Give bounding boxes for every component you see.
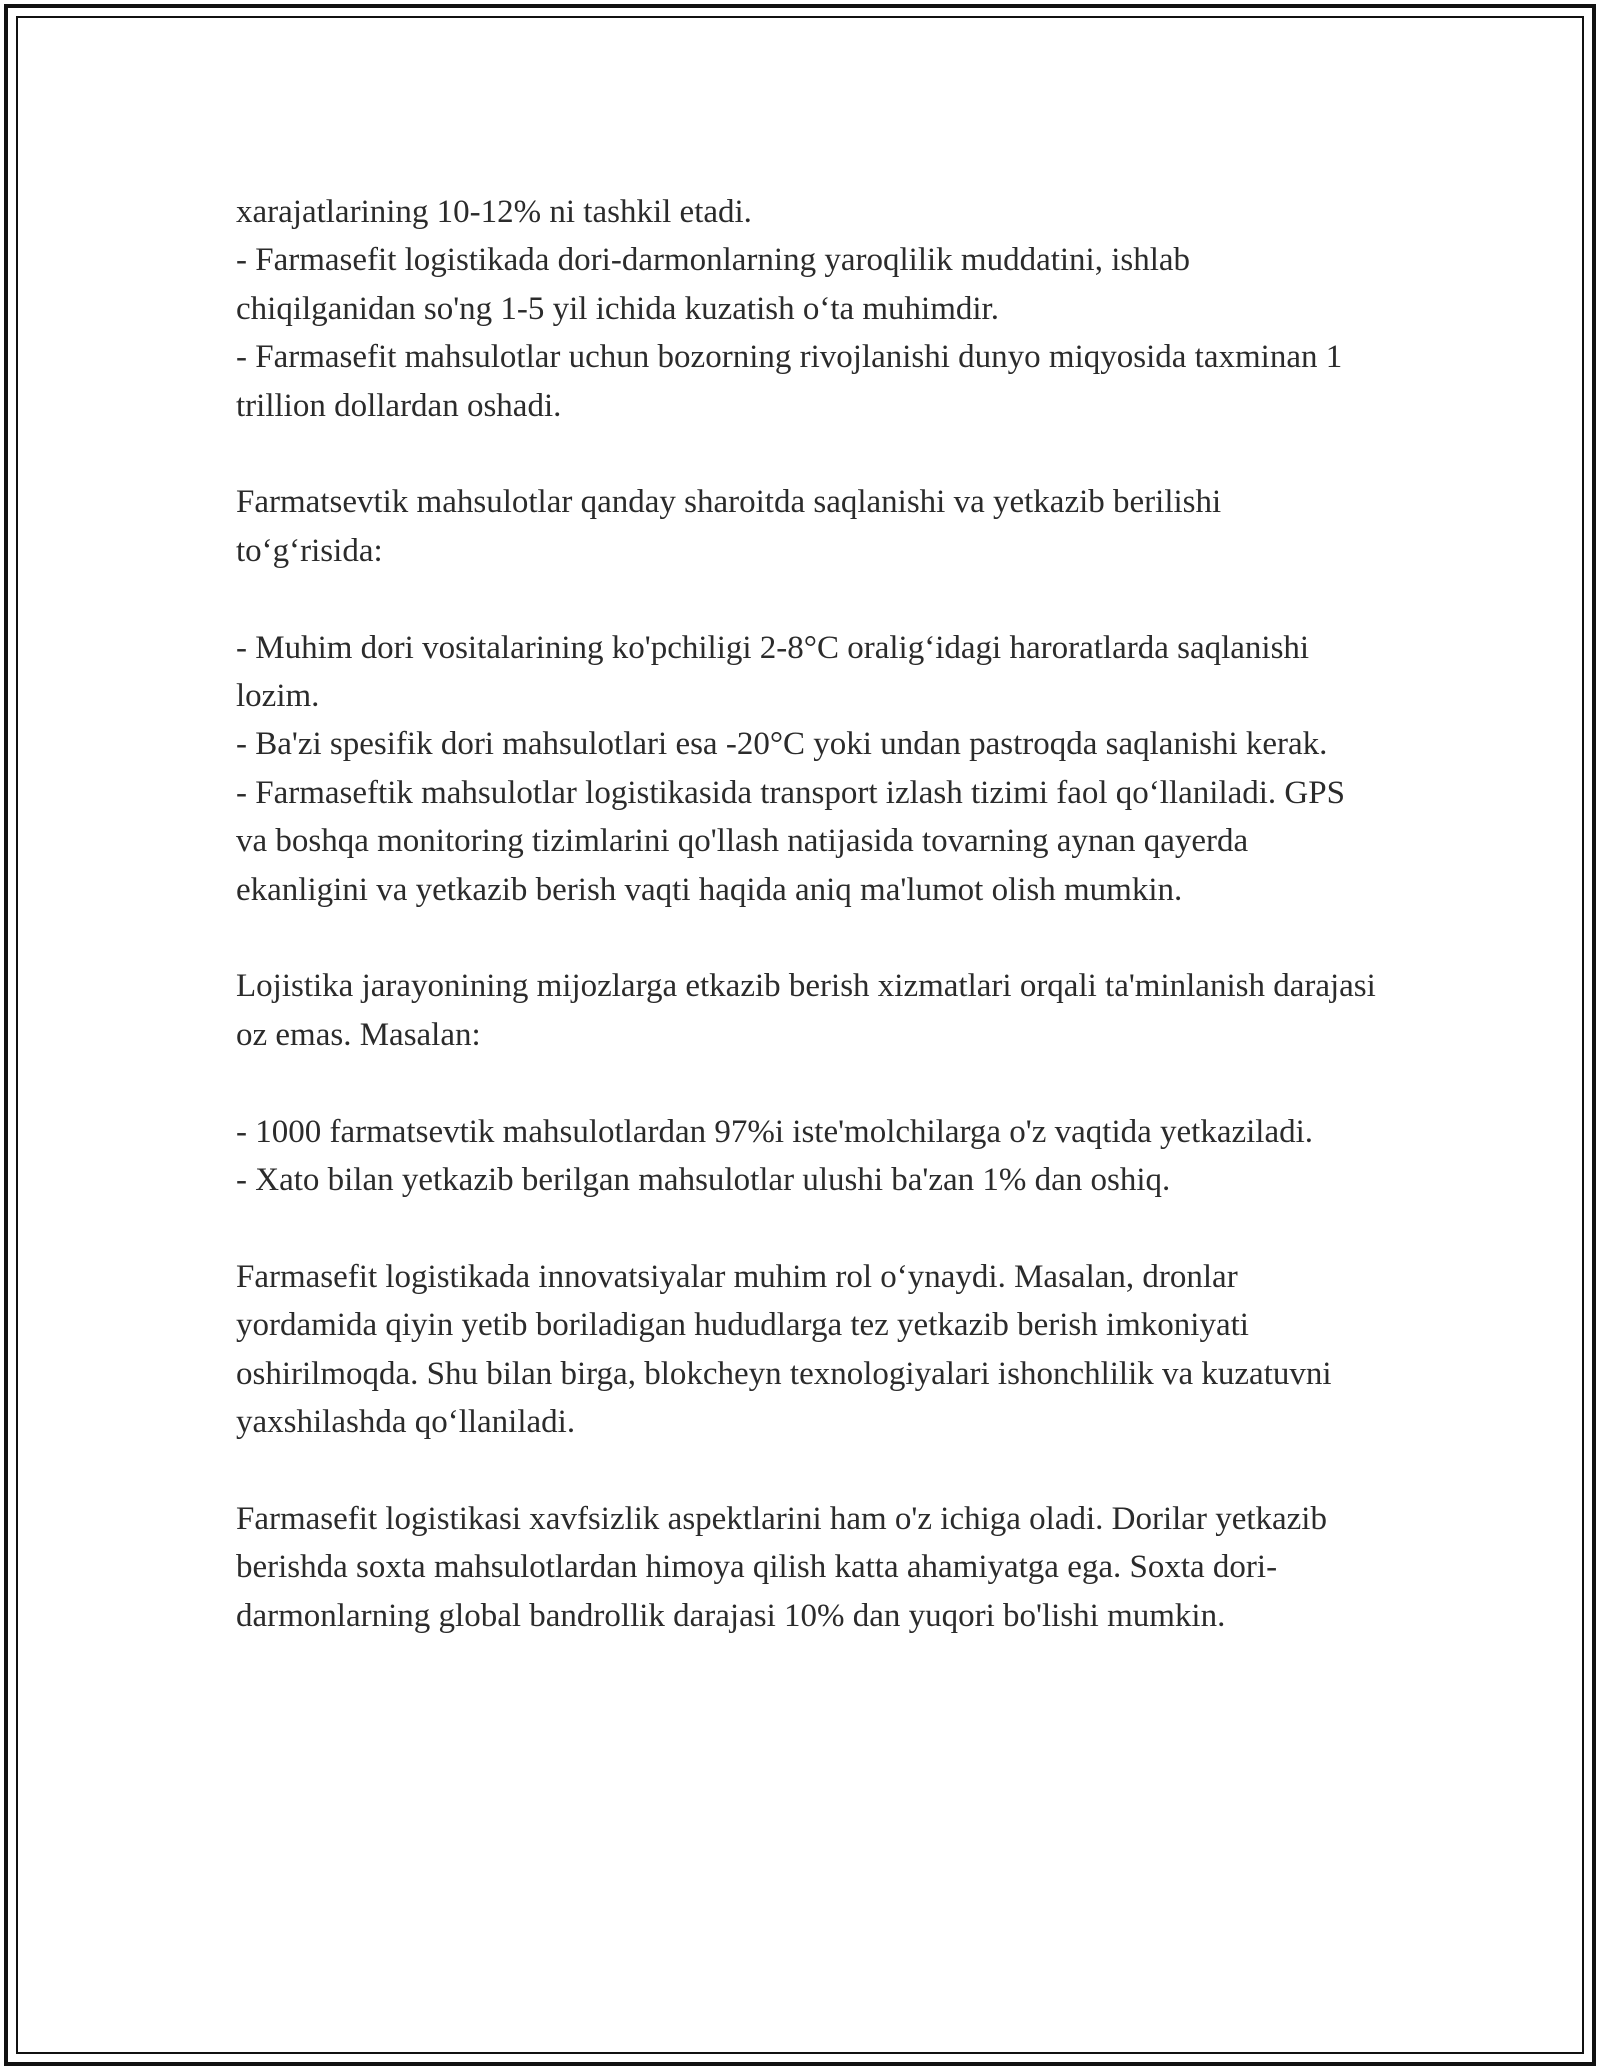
paragraph-block bbox=[236, 478, 1376, 575]
text-line: xarajatlarining 10-12% ni tashkil etadi. bbox=[236, 194, 752, 230]
paragraph-block bbox=[236, 1495, 1376, 1640]
text-line: Lojistika jarayonining mijozlarga etkazib berish xizmatlari orqali ta'minlanish darajasi oz emas. Masalan: bbox=[236, 968, 1376, 1053]
text-line: Farmasefit logistikada innovatsiyalar muhim rol o‘ynaydi. Masalan, dronlar yordamida qiyin yetib boriladigan hududlarga tez yetkazib berish imkoniyati oshirilmoqda. Shu bilan birga, blokcheyn texnologiyalari ishonchlilik va kuzatuvni yaxshilashda qo‘llaniladi. bbox=[236, 1258, 1332, 1441]
bullet-line: - Farmasefit mahsulotlar uchun bozorning rivojlanishi dunyo miqyosida taxminan 1 trillion dollardan oshadi. bbox=[236, 339, 1343, 424]
bullet-line: - Muhim dori vositalarining ko'pchiligi 2-8°C oralig‘idagi haroratlarda saqlanishi lozim. bbox=[236, 629, 1310, 715]
paragraph-block bbox=[236, 962, 1376, 1059]
text-line: Farmasefit logistikasi xavfsizlik aspektlarini ham o'z ichiga oladi. Dorilar yetkazib berishda soxta mahsulotlardan himoya qilish katta ahamiyatga ega. Soxta dori-darmonlarning global bandrollik darajasi 10% dan yuqori bo'lishi mumkin. bbox=[236, 1500, 1327, 1634]
bullet-line: - 1000 farmatsevtik mahsulotlardan 97%i iste'molchilarga o'z vaqtida yetkaziladi. bbox=[236, 1113, 1314, 1150]
paragraph-block bbox=[236, 1253, 1376, 1447]
paragraph-block bbox=[236, 1108, 1376, 1205]
bullet-line: - Farmasefit logistikada dori-darmonlarning yaroqlilik muddatini, ishlab chiqilganidan so'ng 1-5 yil ichida kuzatish o‘ta muhimdir. bbox=[236, 242, 1191, 327]
paragraph-block bbox=[236, 188, 1376, 430]
bullet-line: - Ba'zi spesifik dori mahsulotlari esa -20°C yoki undan pastroqda saqlanishi kerak. bbox=[236, 726, 1328, 763]
document-body bbox=[236, 188, 1376, 1640]
bullet-line: - Farmaseftik mahsulotlar logistikasida transport izlash tizimi faol qo‘llaniladi. GPS va boshqa monitoring tizimlarini qo'llash natijasida tovarning aynan qayerda ekanligini va yetkazib berish vaqti haqida aniq ma'lumot olish mumkin. bbox=[236, 774, 1345, 908]
paragraph-block bbox=[236, 624, 1376, 914]
text-line: Farmatsevtik mahsulotlar qanday sharoitda saqlanishi va yetkazib berilishi to‘g‘risida: bbox=[236, 484, 1222, 569]
bullet-line: - Xato bilan yetkazib berilgan mahsulotlar ulushi ba'zan 1% dan oshiq. bbox=[236, 1162, 1171, 1199]
